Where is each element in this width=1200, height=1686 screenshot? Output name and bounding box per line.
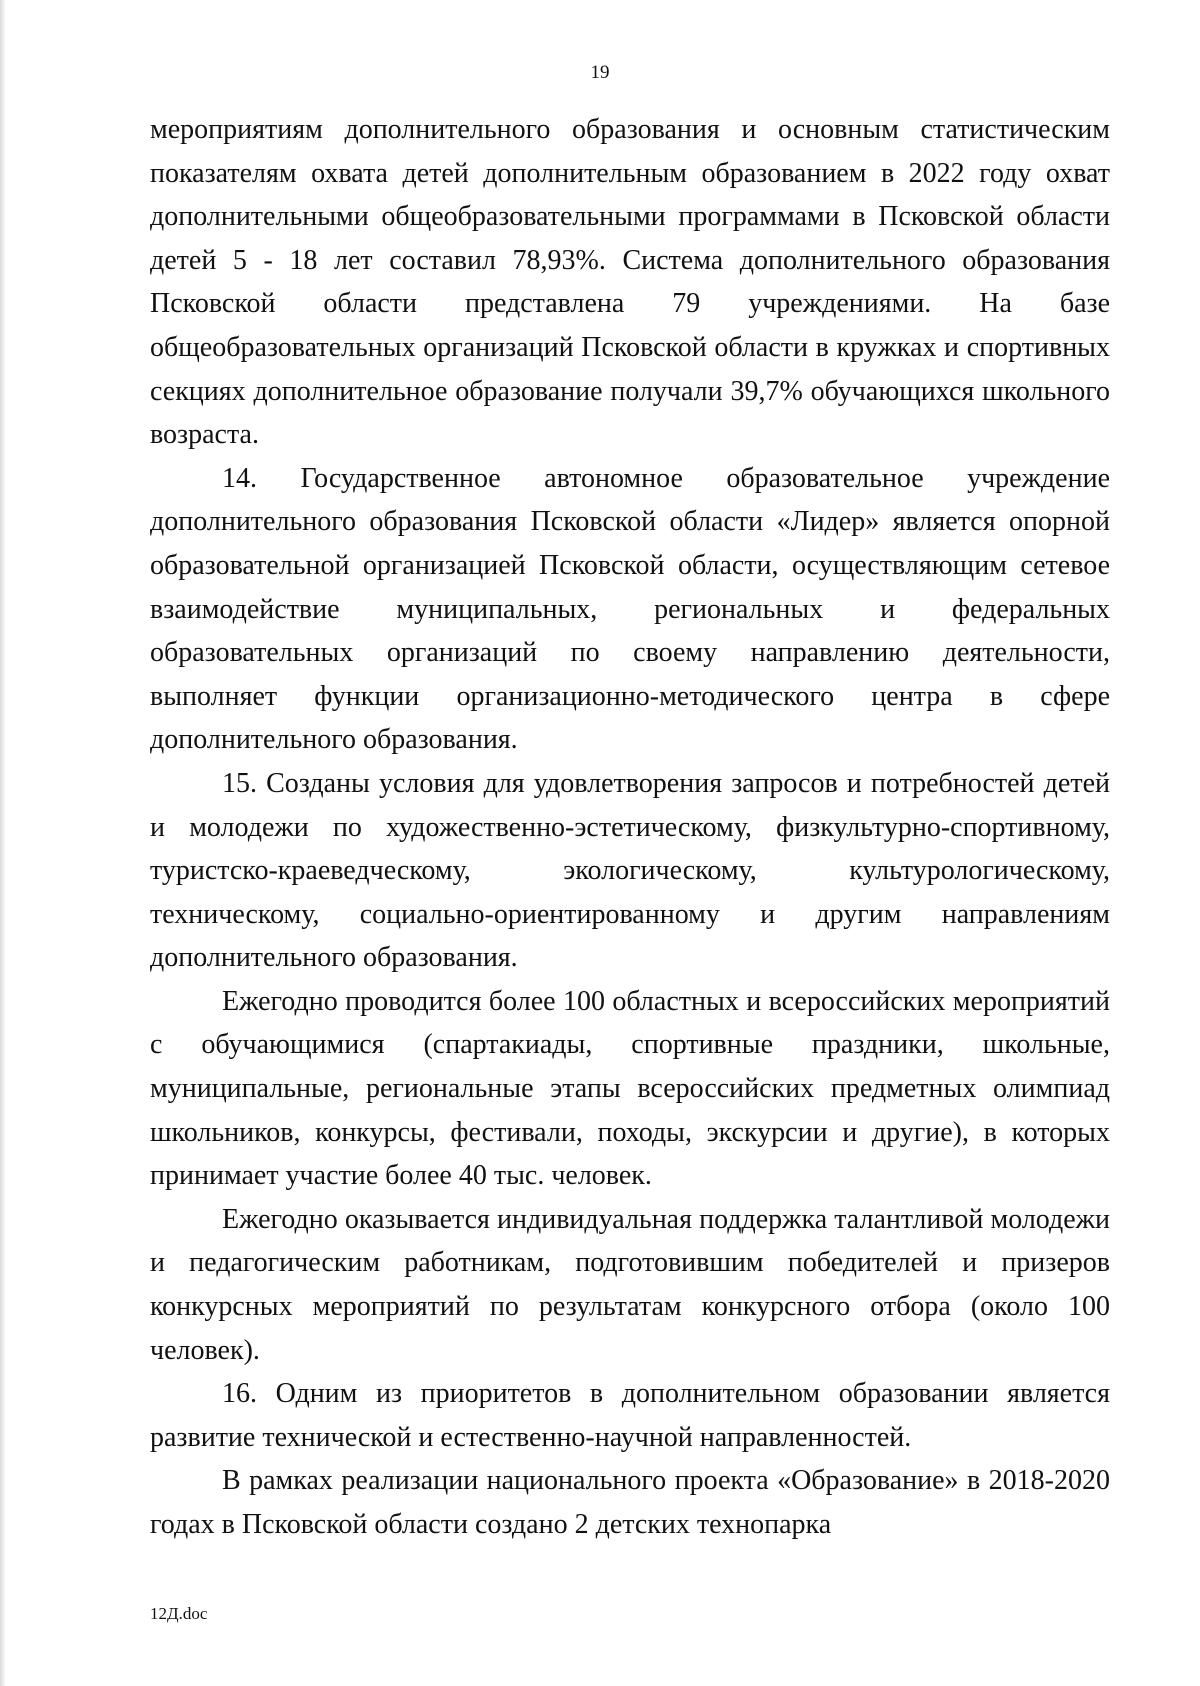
paragraph-14: 14. Государственное автономное образовательное учреждение дополнительного образования Псковской области «Лидер» является опорной образовательной организацией Псковской области, осуществляющим сетевое взаимодействие муниципальных, региональных и федеральных образовательных организаций по своему направлению деятельности, выполняет функции организационно-методического центра в сфере дополнительного образования. bbox=[150, 462, 1110, 756]
scan-edge bbox=[0, 0, 6, 1686]
document-body bbox=[150, 108, 1110, 1547]
paragraph-16: 16. Одним из приоритетов в дополнительном образовании является развитие технической и естественно-научной направленностей. bbox=[150, 1378, 1110, 1453]
paragraph-15: 15. Созданы условия для удовлетворения запросов и потребностей детей и молодежи по художественно-эстетическому, физкультурно-спортивному, туристско-краеведческому, экологическому, культурологическому, техническому, социально-ориентированному и другим направлениям дополнительного образования. bbox=[150, 767, 1110, 974]
paragraph-national-project: В рамках реализации национального проекта «Образование» в 2018-2020 годах в Псковской области создано 2 детских технопарка bbox=[150, 1465, 1110, 1540]
paragraph-annual-events: Ежегодно проводится более 100 областных и всероссийских мероприятий с обучающимися (спартакиады, спортивные праздники, школьные, муниципальные, региональные этапы всероссийских предметных олимпиад школьников, конкурсы, фестивали, походы, экскурсии и другие), в которых принимает участие более 40 тыс. человек. bbox=[150, 985, 1110, 1192]
footer-filename: 12Д.doc bbox=[150, 1604, 208, 1623]
paragraph-continuation: мероприятиям дополнительного образования и основным статистическим показателям охвата детей дополнительным образованием в 2022 году охват дополнительными общеобразовательными программами в Псковской области детей 5 - 18 лет составил 78,93%. Система дополнительного образования Псковской области представлена 79 учреждениями. На базе общеобразовательных организаций Псковской области в кружках и спортивных секциях дополнительное образование получали 39,7% обучающихся школьного возраста. bbox=[150, 114, 1110, 451]
paragraph-talent-support: Ежегодно оказывается индивидуальная поддержка талантливой молодежи и педагогическим работникам, подготовившим победителей и призеров конкурсных мероприятий по результатам конкурсного отбора (около 100 человек). bbox=[150, 1203, 1110, 1366]
page-number: 19 bbox=[590, 62, 610, 83]
